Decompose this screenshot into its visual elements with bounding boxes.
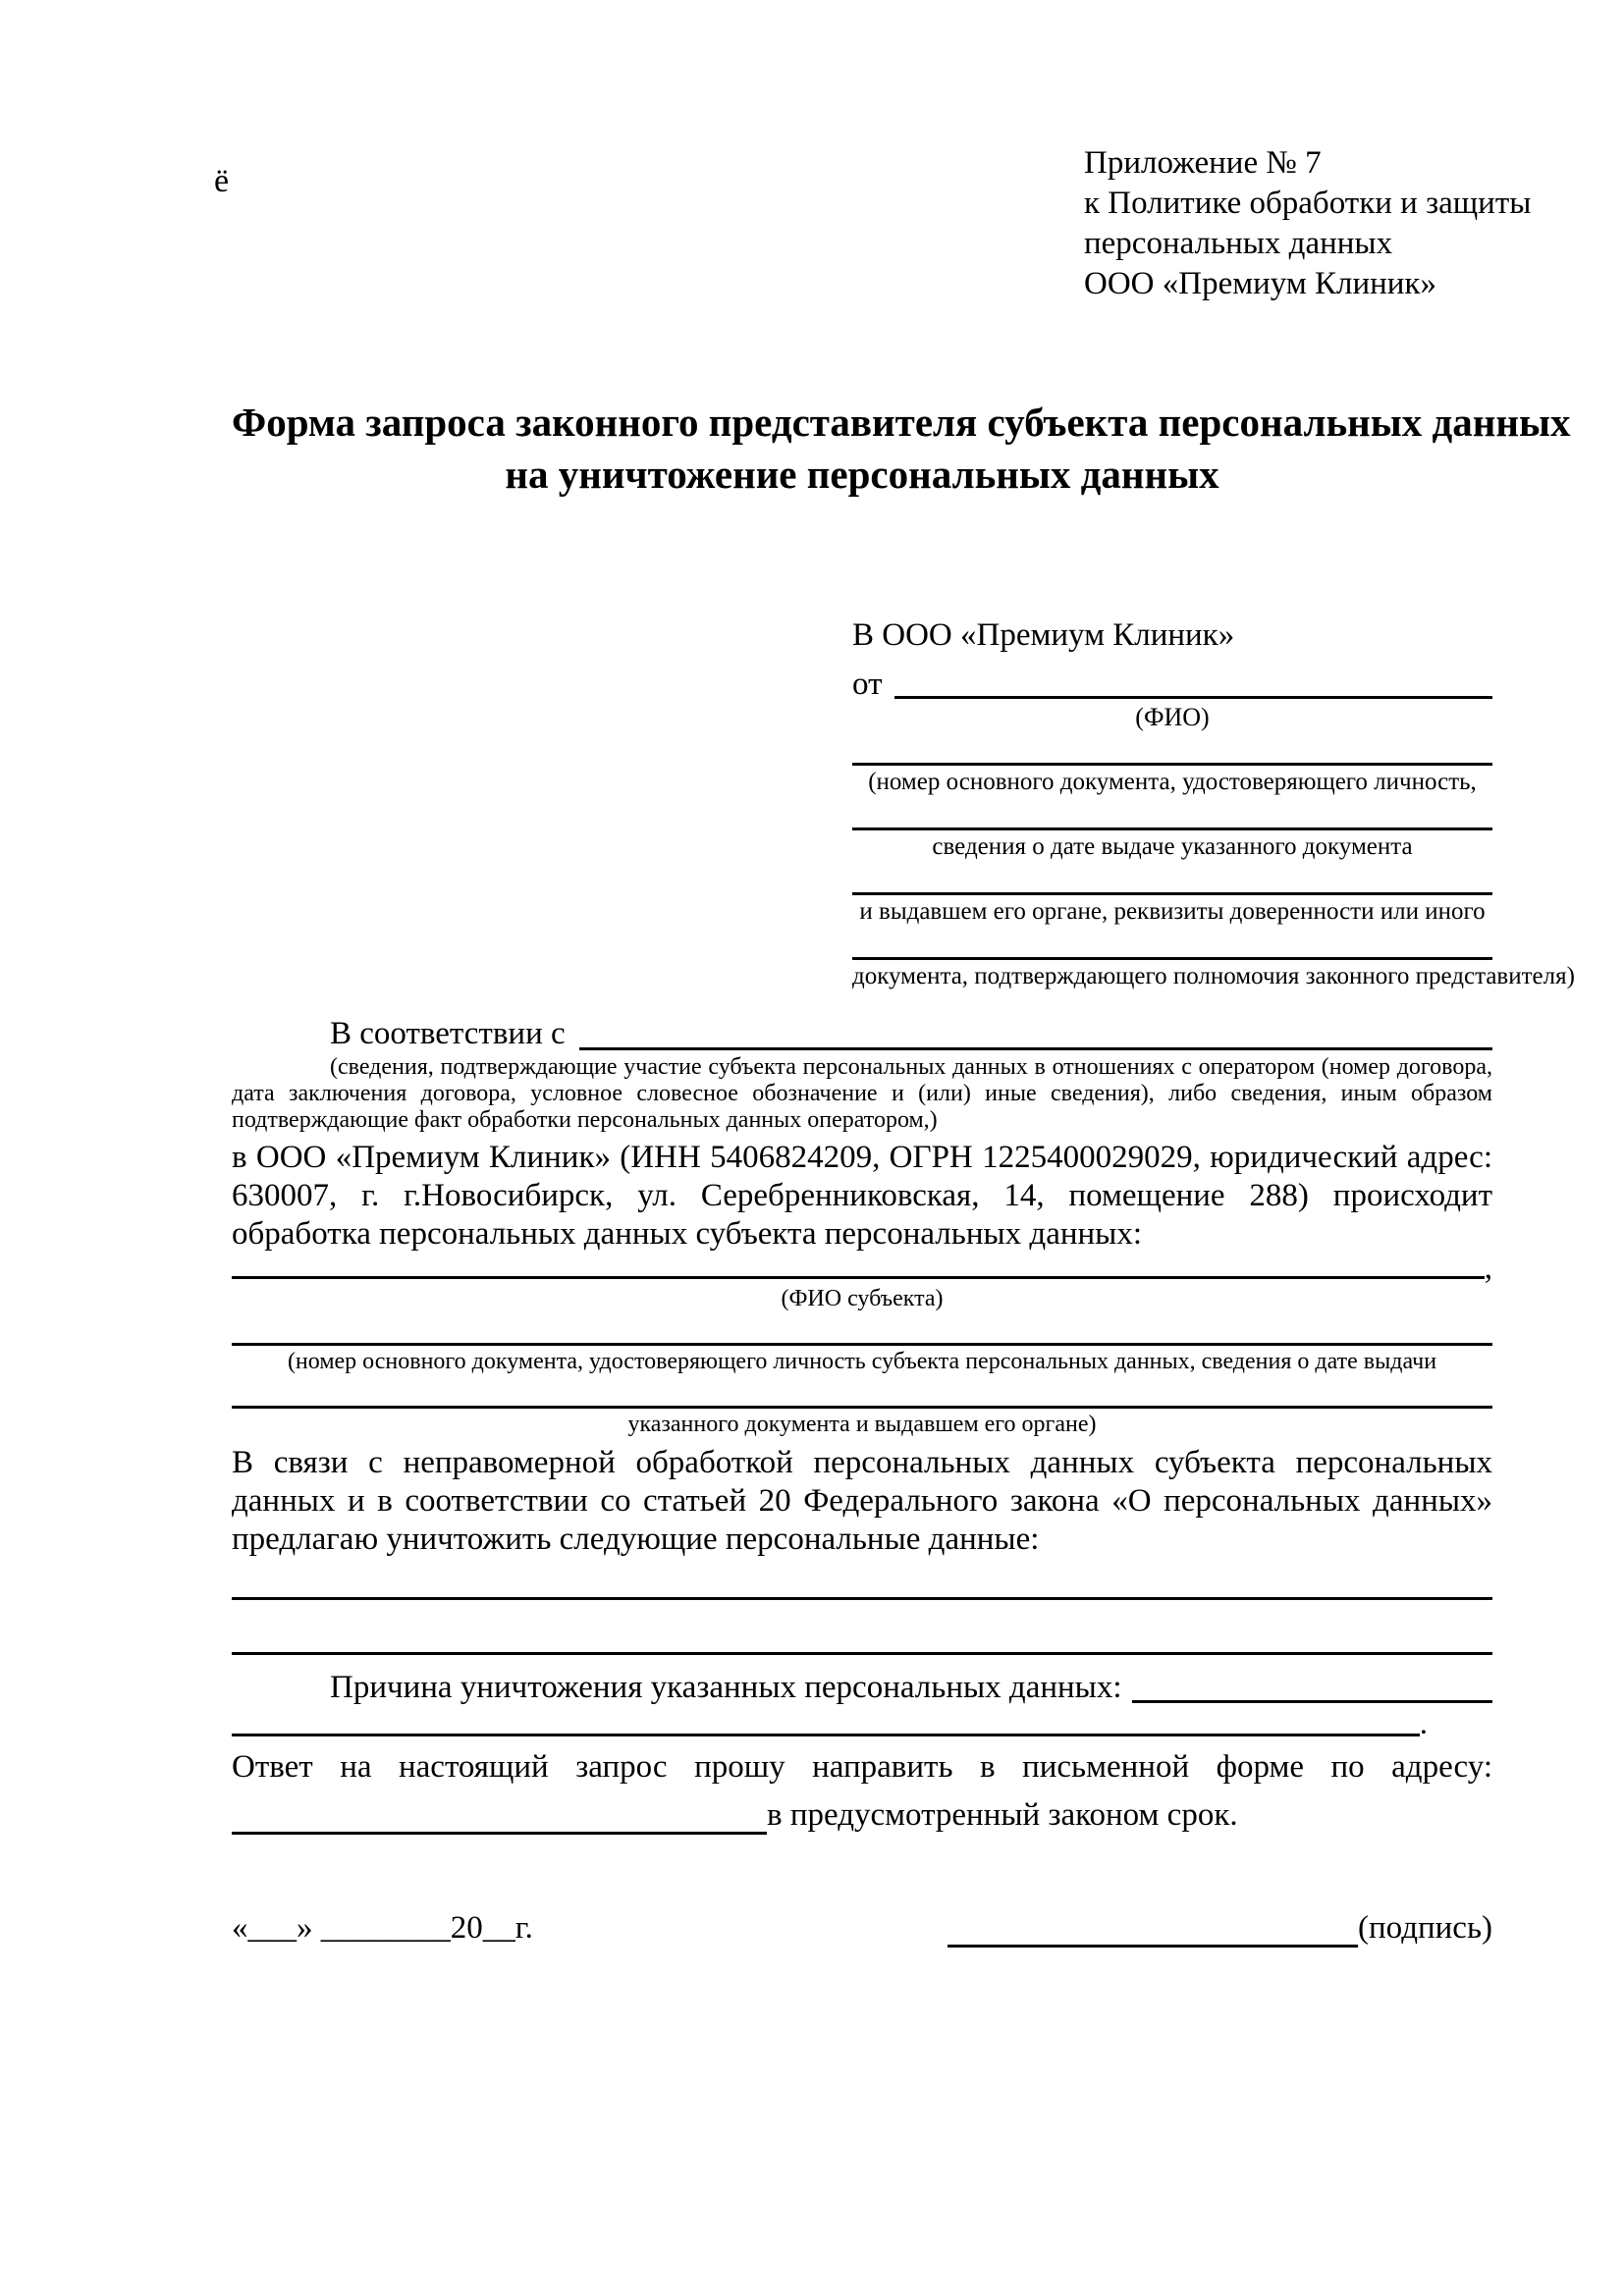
issue-date-blank-line <box>852 809 1492 830</box>
from-label: от <box>852 667 883 702</box>
addressee-to: В ООО «Премиум Клиник» <box>852 617 1235 653</box>
field-caption: (номер основного документа, удостоверяющего личность, <box>868 769 1477 795</box>
reason-blank-line-2 <box>232 1709 1420 1736</box>
title-line-2: на уничтожение персональных данных <box>505 452 1219 497</box>
subject-fio-row <box>232 1251 1492 1286</box>
stray-char: ё <box>214 163 230 199</box>
from-row <box>852 666 1492 703</box>
authority-document-blank-line <box>852 938 1492 960</box>
document-content <box>232 0 1575 1948</box>
subject-fio-caption: (ФИО субъекта) <box>781 1286 944 1311</box>
issuing-authority-blank-line <box>852 874 1492 895</box>
appendix-line-1: Приложение № 7 <box>1084 145 1322 181</box>
subject-document-caption-1: (номер основного документа, удостоверяющего личность субъекта персональных данных, сведения о дате выдачи <box>287 1349 1437 1374</box>
title-line-1: Форма запроса законного представителя субъекта персональных данных <box>232 400 1571 445</box>
field-caption: и выдавшем его органе, реквизиты доверенности или иного <box>859 898 1486 925</box>
accordance-blank-line <box>579 1013 1492 1050</box>
demand-paragraph: В связи с неправомерной обработкой персональных данных субъекта персональных данных и в соответствии со статьей 20 Федерального закона «О персональных данных» предлагаю уничтожить следующие персональные данные: <box>232 1445 1492 1557</box>
response-address-row <box>232 1796 1492 1835</box>
data-to-destroy-blank-line-1 <box>232 1559 1492 1600</box>
fio-blank-line <box>894 666 1493 699</box>
document-number-blank-line <box>852 744 1492 766</box>
address-blank-line <box>232 1827 767 1835</box>
operator-paragraph: в ООО «Премиум Клиник» (ИНН 5406824209, ОГРН 1225400029029, юридический адрес: 630007, г. г.Новосибирск, ул. Серебренниковская, 14, помещение 288) происходит обработка персональных данных субъекта персональных данных: <box>232 1140 1492 1252</box>
addressee-block <box>852 614 1575 991</box>
response-tail: в предусмотренный законом срок. <box>767 1797 1238 1833</box>
appendix-line-2: к Политике обработки и защиты <box>1084 186 1532 221</box>
appendix-line-4: ООО «Премиум Клиник» <box>1084 266 1436 301</box>
footer-row <box>232 1909 1492 1948</box>
field-caption: сведения о дате выдаче указанного документа <box>932 833 1413 860</box>
data-to-destroy-blank-line-2 <box>232 1600 1492 1655</box>
subject-fio-blank-line <box>232 1254 1485 1279</box>
accordance-row <box>232 1013 1492 1054</box>
signature-blank-line <box>947 1940 1358 1948</box>
field-caption: документа, подтверждающего полномочия законного представителя) <box>852 963 1575 989</box>
reason-continuation-row <box>232 1706 1492 1741</box>
trailing-period: . <box>1419 1706 1428 1741</box>
signature-block <box>947 1909 1492 1948</box>
field-row <box>852 744 1492 797</box>
fio-caption: (ФИО) <box>1135 703 1210 731</box>
accordance-note: (сведения, подтверждающие участие субъекта персональных данных в отношениях с оператором (номер договора, дата заключения договора, условное словесное обозначение и (или) иные сведения), либо сведения, иным образом подтверждающие факт обработки персональных данных оператором,) <box>232 1054 1492 1133</box>
response-sentence: Ответ на настоящий запрос прошу направить в письменной форме по адресу: <box>232 1749 1492 1785</box>
reason-label: Причина уничтожения указанных персональных данных: <box>330 1670 1122 1705</box>
subject-document-blank-line-2 <box>232 1387 1492 1409</box>
trailing-comma: , <box>1484 1251 1492 1286</box>
signature-caption: (подпись) <box>1358 1910 1492 1946</box>
subject-document-blank-line <box>232 1324 1492 1346</box>
document-title <box>232 397 1571 501</box>
field-row <box>852 938 1575 991</box>
field-row <box>852 874 1492 927</box>
subject-document-caption-2: указанного документа и выдавшем его органе) <box>627 1412 1097 1437</box>
appendix-line-3: персональных данных <box>1084 226 1393 261</box>
field-row <box>852 809 1492 862</box>
accordance-lead: В соответствии с <box>330 1016 566 1051</box>
reason-blank-line <box>1132 1669 1492 1703</box>
reason-row <box>232 1669 1492 1707</box>
date-line: «___» ________20__г. <box>232 1910 533 1946</box>
